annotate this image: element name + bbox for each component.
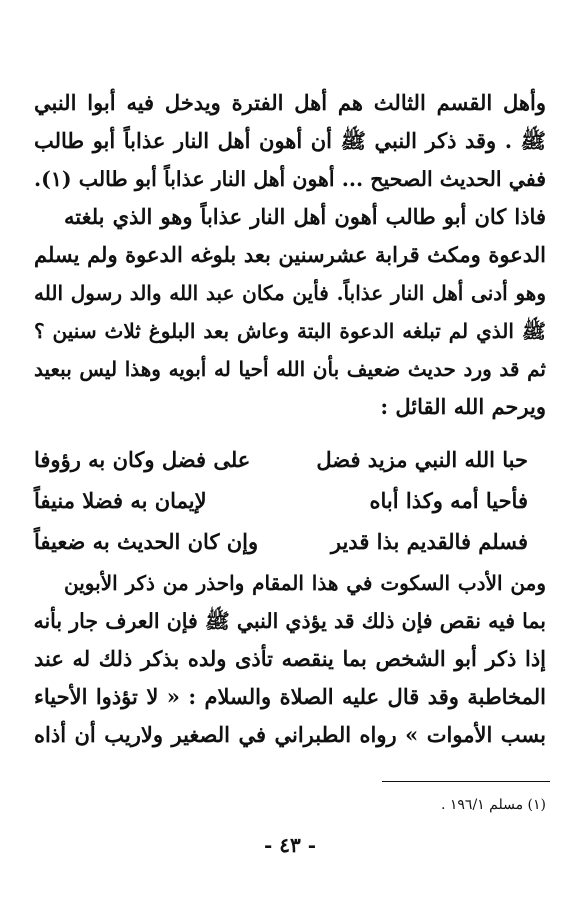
body-line: ومن الأدب السكوت في هذا المقام واحذر من ذكر الأبوين bbox=[64, 571, 546, 595]
body-line: فاذا كان أبو طالب أهون أهل النار عذاباً وهو الذي بلغته bbox=[64, 204, 546, 229]
body-line: الدعوة ومكث قرابة عشرسنين بعد بلوغه الدعوة ولم يسلم bbox=[34, 242, 546, 267]
poem-first-hemistich: فسلم فالقديم بذا قدير bbox=[330, 529, 528, 554]
poem-first-hemistich: فأحيا أمه وكذا أباه bbox=[369, 488, 528, 513]
body-line: وأهل القسم الثالث هم أهل الفترة ويدخل فيه أبوا النبي bbox=[34, 90, 546, 115]
body-line: المخاطبة وقد قال عليه الصلاة والسلام : « لا تؤذوا الأحياء bbox=[34, 684, 546, 709]
footnote: (١) مسلم ١٩٦/١ . bbox=[440, 797, 546, 813]
body-line: ﷺ الذي لم تبلغه الدعوة البتة وعاش بعد البلوغ ثلاث سنين ؟ bbox=[34, 319, 546, 343]
poem-second-hemistich: على فضل وكان به رؤوفا bbox=[34, 447, 251, 472]
poem-verse bbox=[34, 525, 528, 559]
poem-second-hemistich: لإيمان به فضلا منيفاً bbox=[34, 488, 207, 513]
poem-verse bbox=[34, 443, 528, 477]
footnote-separator bbox=[382, 781, 550, 782]
body-line: بسب الأموات » رواه الطبراني في الصغير ولاريب أن أذاه bbox=[34, 722, 546, 747]
poem-verse bbox=[34, 484, 528, 518]
poem-second-hemistich: وإن كان الحديث به ضعيفاً bbox=[34, 529, 259, 554]
body-line: ففي الحديث الصحيح ... أهون أهل النار عذاباً أبو طالب (١). bbox=[34, 167, 546, 191]
body-line: ﷺ . وقد ذكر النبي ﷺ أن أهون أهل النار عذاباً أبو طالب bbox=[34, 128, 546, 153]
body-line: ويرحم الله القائل : bbox=[380, 394, 546, 419]
body-line: ثم قد ورد حديث ضعيف بأن الله أحيا له أبويه وهذا ليس ببعيد bbox=[34, 357, 546, 381]
page-number: - ٤٣ - bbox=[263, 833, 316, 857]
body-line: بما فيه نقص فإن ذلك قد يؤذي النبي ﷺ فإن العرف جار بأنه bbox=[33, 609, 546, 633]
body-line: وهو أدنى أهل النار عذاباً. فأين مكان عبد الله والد رسول الله bbox=[34, 281, 546, 305]
body-line: إذا ذكر أبو الشخص بما ينقصه تأذى ولده بذكر ذلك له عند bbox=[34, 646, 546, 671]
poem-first-hemistich: حبا الله النبي مزيد فضل bbox=[316, 447, 528, 472]
